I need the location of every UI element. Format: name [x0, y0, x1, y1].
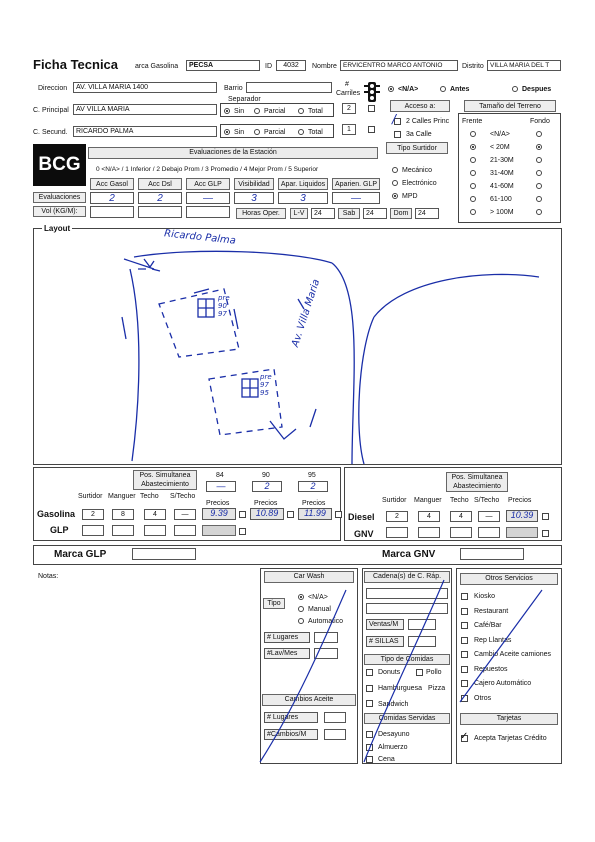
- diesel-label: Diesel: [348, 512, 375, 522]
- frente-radio-3[interactable]: [470, 170, 476, 176]
- dsl-col-1: Manguer: [414, 497, 442, 504]
- mecanico-radio[interactable]: [392, 167, 398, 173]
- frente-radio-2[interactable]: [470, 157, 476, 163]
- dsl-col-4: Precios: [508, 497, 532, 504]
- carwash-title: Car Wash: [264, 571, 354, 583]
- dsl-value-2[interactable]: 4: [450, 511, 472, 522]
- gas-oct-label-0: 84: [216, 472, 224, 479]
- dom-label: Dom: [390, 208, 412, 219]
- marca-glp-label: Marca GLP: [54, 549, 107, 560]
- eval-value-2[interactable]: —: [186, 192, 230, 204]
- pump2-line-1: pre: [260, 373, 272, 381]
- tarjetas-checkmark-icon: ✓: [460, 731, 469, 742]
- principal-field[interactable]: AV VILLA MARIA: [73, 104, 217, 115]
- marca-gnv-field[interactable]: [460, 548, 524, 560]
- dom-field[interactable]: 24: [415, 208, 439, 219]
- gnv-field-3[interactable]: [478, 527, 500, 538]
- eval-button-2[interactable]: Acc GLP: [186, 178, 230, 190]
- glp-precio-check[interactable]: [239, 528, 246, 535]
- marca-glp-field[interactable]: [132, 548, 196, 560]
- street-ricardo-palma: Ricardo Palma: [163, 228, 237, 247]
- evaluaciones-row-label: Evaluaciones: [33, 192, 86, 203]
- notas-label: Notas:: [38, 573, 59, 580]
- sep2-total-radio[interactable]: [298, 129, 304, 135]
- vol-value-2[interactable]: [186, 206, 230, 218]
- carwash-lavmes-label: #Lav/Mes: [264, 648, 310, 659]
- sep1-sin-radio[interactable]: [224, 108, 230, 114]
- dsl-precio[interactable]: 10.39: [506, 510, 538, 522]
- secund-field[interactable]: RICARDO PALMA: [73, 126, 217, 137]
- cambios-m-label: #Cambios/M: [264, 729, 318, 740]
- vol-value-0[interactable]: [90, 206, 134, 218]
- period-na-label: <N/A>: [398, 86, 419, 93]
- pizza-label: Pizza: [428, 685, 446, 692]
- frente-radio-5[interactable]: [470, 196, 476, 202]
- frente-radio-6[interactable]: [470, 209, 476, 215]
- gas-oct-field-1[interactable]: 2: [252, 481, 282, 492]
- otros-label-7: Otros: [474, 694, 492, 702]
- sillas-label: # SILLAS: [366, 636, 404, 647]
- cadena-title: Cadena(s) de C. Ráp.: [364, 571, 450, 583]
- horas-oper-label: Horas Oper.: [236, 208, 286, 219]
- direccion-field[interactable]: AV. VILLA MARIA 1400: [73, 82, 217, 93]
- eval-button-4[interactable]: Apar. Liquidos: [278, 178, 328, 190]
- frente-radio-0[interactable]: [470, 131, 476, 137]
- id-label: ID: [265, 63, 272, 70]
- traffic-light-icon: [364, 82, 380, 107]
- tipo-surtidor-button[interactable]: Tipo Surtidor: [386, 142, 448, 154]
- terreno-option-5: 61-100: [490, 196, 512, 203]
- gnv-precio-check[interactable]: [542, 530, 549, 537]
- gas-oct-label-2: 95: [308, 472, 316, 479]
- otros-label-3: Rep Llantas: [474, 636, 512, 644]
- period-antes-radio[interactable]: [440, 86, 446, 92]
- acceso-2calles-mark: /: [392, 112, 397, 126]
- fondo-label: Fondo: [530, 118, 550, 125]
- evaluaciones-title: Evaluaciones de la Estación: [88, 147, 378, 159]
- mpd-label: MPD: [402, 193, 418, 200]
- gnv-label: GNV: [354, 529, 374, 539]
- dsl-col-0: Surtidor: [382, 497, 407, 504]
- sandwich-label: Sandwich: [378, 701, 409, 708]
- dsl-precio-check[interactable]: [542, 513, 549, 520]
- marca-field[interactable]: PECSA: [186, 60, 260, 71]
- carwash-tipo-label: Tipo: [263, 598, 285, 609]
- dsl-col-2: Techo: [450, 497, 469, 504]
- eval-button-0[interactable]: Acc Gasol: [90, 178, 134, 190]
- gas-oct-field-2[interactable]: 2: [298, 481, 328, 492]
- sep1-parcial-label: Parcial: [264, 108, 286, 115]
- gas-oct-field-0[interactable]: —: [206, 481, 236, 492]
- pump1-line-2: 90: [218, 302, 227, 310]
- cambios-lugares-label: # Lugares: [264, 712, 318, 723]
- glp-field-0[interactable]: [82, 525, 104, 536]
- evaluaciones-scale: 0 <N/A> / 1 Inferior / 2 Debajo Prom / 3 Promedio / 4 Mejor Prom / 5 Superior: [96, 166, 319, 173]
- gas-precio-0[interactable]: 9.39: [202, 508, 236, 520]
- gas-col-2: Techo: [140, 493, 159, 500]
- pump2-line-3: 95: [260, 389, 269, 397]
- carwash-manual-label: Manual: [308, 606, 331, 613]
- gas-value-1[interactable]: 8: [112, 509, 134, 520]
- servidas-title: Comidas Servidas: [364, 713, 450, 724]
- sep1-total-radio[interactable]: [298, 108, 304, 114]
- sab-label: Sab: [338, 208, 360, 219]
- carriles-check-2[interactable]: [368, 126, 375, 133]
- fondo-radio-2[interactable]: [536, 157, 542, 163]
- gas-precio-label-1: Precios: [254, 500, 278, 507]
- distrito-field[interactable]: VILLA MARIA DEL T: [487, 60, 561, 71]
- dsl-col-3: S/Techo: [474, 497, 500, 504]
- acceso-button[interactable]: Acceso a:: [390, 100, 450, 112]
- pollo-label: Pollo: [426, 669, 442, 676]
- cambios-title: Cambios Aceite: [262, 694, 356, 706]
- otros-label-5: Repuestos: [474, 665, 508, 673]
- period-antes-label: Antes: [450, 86, 470, 93]
- carwash-na-label: <N/A>: [308, 594, 328, 601]
- street-villa-maria: Av. Villa Maria: [290, 277, 323, 349]
- sep1-total-label: Total: [308, 108, 323, 115]
- diesel-pos-sim: Pos. Simultanea Abastecimiento: [446, 472, 508, 492]
- fondo-radio-1[interactable]: [536, 144, 542, 150]
- otros-label-1: Restaurant: [474, 607, 509, 615]
- vol-value-1[interactable]: [138, 206, 182, 218]
- eval-value-0[interactable]: 2: [90, 192, 134, 204]
- pump1-line-3: 97: [218, 310, 227, 318]
- tarjetas-title: Tarjetas: [460, 713, 558, 725]
- terreno-option-2: 21-30M: [490, 157, 514, 164]
- glp-field-2[interactable]: [144, 525, 166, 536]
- carriles-label: # Carriles: [336, 81, 361, 97]
- gas-precio-label-2: Precios: [302, 500, 326, 507]
- gas-precio-check-1[interactable]: [287, 511, 294, 518]
- sab-field[interactable]: 24: [363, 208, 387, 219]
- sep1-parcial-radio[interactable]: [254, 108, 260, 114]
- sep1-sin-label: Sin: [234, 108, 245, 115]
- gnv-field-1[interactable]: [418, 527, 440, 538]
- gnv-field-0[interactable]: [386, 527, 408, 538]
- eval-button-1[interactable]: Acc Dsl: [138, 178, 182, 190]
- dsl-value-0[interactable]: 2: [386, 511, 408, 522]
- period-despues-radio[interactable]: [512, 86, 518, 92]
- terreno-option-3: 31-40M: [490, 170, 514, 177]
- bcg-logo: BCG: [33, 144, 86, 186]
- barrio-field[interactable]: [246, 82, 332, 93]
- gas-precio-check-0[interactable]: [239, 511, 246, 518]
- otros-label-2: Café/Bar: [474, 622, 502, 629]
- carriles-field-1[interactable]: 2: [342, 103, 356, 114]
- lv-field[interactable]: 24: [311, 208, 335, 219]
- terreno-option-1: < 20M: [490, 144, 510, 151]
- cena-label: Cena: [378, 756, 395, 763]
- carriles-field-2[interactable]: 1: [342, 124, 356, 135]
- marca-gnv-label: Marca GNV: [382, 549, 436, 560]
- electronico-radio[interactable]: [392, 180, 398, 186]
- fondo-radio-6[interactable]: [536, 209, 542, 215]
- eval-value-4[interactable]: 3: [278, 192, 328, 204]
- terreno-option-4: 41-60M: [490, 183, 514, 190]
- frente-radio-4[interactable]: [470, 183, 476, 189]
- eval-button-5[interactable]: Aparien. GLP: [332, 178, 380, 190]
- form-title: Ficha Tecnica: [33, 57, 119, 72]
- direccion-label: Direccion: [38, 85, 68, 92]
- otros-label-6: Cajero Automático: [474, 680, 532, 687]
- sep2-total-label: Total: [308, 129, 323, 136]
- distrito-label: Distrito: [462, 63, 484, 70]
- hamburguesa-label: Hamburguesa: [378, 685, 422, 692]
- sep2-parcial-radio[interactable]: [254, 129, 260, 135]
- terreno-option-0: <N/A>: [490, 131, 510, 138]
- eval-value-1[interactable]: 2: [138, 192, 182, 204]
- tarjetas-label: Acepta Tarjetas Crédito: [474, 735, 547, 742]
- otros-label-0: Kiosko: [474, 593, 496, 600]
- eval-button-3[interactable]: Visibilidad: [234, 178, 274, 190]
- eval-value-3[interactable]: 3: [234, 192, 274, 204]
- gas-precio-label-0: Precios: [206, 500, 230, 507]
- acceso-2calles-label: 2 Calles Princ: [406, 118, 450, 125]
- secund-label: C. Secund.: [33, 129, 68, 136]
- gas-col-3: S/Techo: [170, 493, 196, 500]
- ventas-label: Ventas/M: [366, 619, 404, 630]
- gnv-precio-field[interactable]: [506, 527, 538, 538]
- gnv-field-2[interactable]: [450, 527, 472, 538]
- fondo-radio-5[interactable]: [536, 196, 542, 202]
- carriles-check-1[interactable]: [368, 105, 375, 112]
- marca-label: arca Gasolina: [135, 63, 179, 70]
- nombre-label: Nombre: [312, 63, 337, 70]
- layout-title: Layout: [44, 224, 71, 233]
- gas-precio-1[interactable]: 10.89: [250, 508, 284, 520]
- gas-value-0[interactable]: 2: [82, 509, 104, 520]
- glp-label: GLP: [50, 525, 69, 535]
- dsl-value-3[interactable]: —: [478, 511, 500, 522]
- frente-label: Frente: [462, 118, 483, 125]
- gas-value-3[interactable]: —: [174, 509, 196, 520]
- gas-value-2[interactable]: 4: [144, 509, 166, 520]
- electronico-label: Electrónico: [402, 180, 437, 187]
- otros-title: Otros Servicios: [460, 573, 558, 585]
- principal-label: C. Principal: [33, 107, 69, 114]
- period-na-radio[interactable]: [388, 86, 394, 92]
- vol-row-label: Vol (KG/M):: [33, 206, 86, 217]
- gas-pos-sim: Pos. Simultanea Abastecimiento: [133, 470, 197, 490]
- glp-precio-field[interactable]: [202, 525, 236, 536]
- frente-radio-1[interactable]: [470, 144, 476, 150]
- gas-precio-check-2[interactable]: [335, 511, 342, 518]
- terreno-option-6: > 100M: [490, 209, 514, 216]
- eval-value-5[interactable]: —: [332, 192, 380, 204]
- desayuno-label: Desayuno: [378, 731, 410, 738]
- carwash-lugares-label: # Lugares: [264, 632, 310, 643]
- fondo-radio-4[interactable]: [536, 183, 542, 189]
- glp-field-1[interactable]: [112, 525, 134, 536]
- gas-oct-label-1: 90: [262, 472, 270, 479]
- nombre-field[interactable]: ERVICENTRO MARCO ANTONIO: [340, 60, 458, 71]
- tipo-comidas-title: Tipo de Comidas: [364, 654, 450, 665]
- gas-precio-2[interactable]: 11.99: [298, 508, 332, 520]
- carwash-auto-label: Automatico: [308, 618, 344, 625]
- fondo-radio-0[interactable]: [536, 131, 542, 137]
- mpd-radio[interactable]: [392, 193, 398, 199]
- pump2-line-2: 97: [260, 381, 269, 389]
- gasolina-label: Gasolina: [37, 509, 76, 519]
- separador-label: Separador: [228, 96, 261, 103]
- gas-col-1: Manguer: [108, 493, 136, 500]
- sep2-sin-radio[interactable]: [224, 129, 230, 135]
- fondo-radio-3[interactable]: [536, 170, 542, 176]
- pump1-line-1: pre: [218, 294, 230, 302]
- acceso-3calle-label: 3a Calle: [406, 131, 432, 138]
- handwritten-strikes: [256, 566, 552, 771]
- glp-field-3[interactable]: [174, 525, 196, 536]
- period-despues-label: Despues: [522, 86, 552, 93]
- almuerzo-label: Almuerzo: [378, 744, 408, 751]
- barrio-label: Barrio: [224, 85, 243, 92]
- otros-label-4: Cambio Aceite camiones: [474, 651, 552, 658]
- mecanico-label: Mecánico: [402, 167, 432, 174]
- lv-label: L-V: [290, 208, 308, 219]
- sep2-parcial-label: Parcial: [264, 129, 286, 136]
- id-field[interactable]: 4032: [276, 60, 306, 71]
- sep2-sin-label: Sin: [234, 129, 245, 136]
- terreno-title: Tamaño del Terreno: [464, 100, 556, 112]
- gas-col-0: Surtidor: [78, 493, 103, 500]
- acceso-3calle-check[interactable]: [394, 131, 401, 138]
- donuts-label: Donuts: [378, 669, 401, 676]
- dsl-value-1[interactable]: 4: [418, 511, 440, 522]
